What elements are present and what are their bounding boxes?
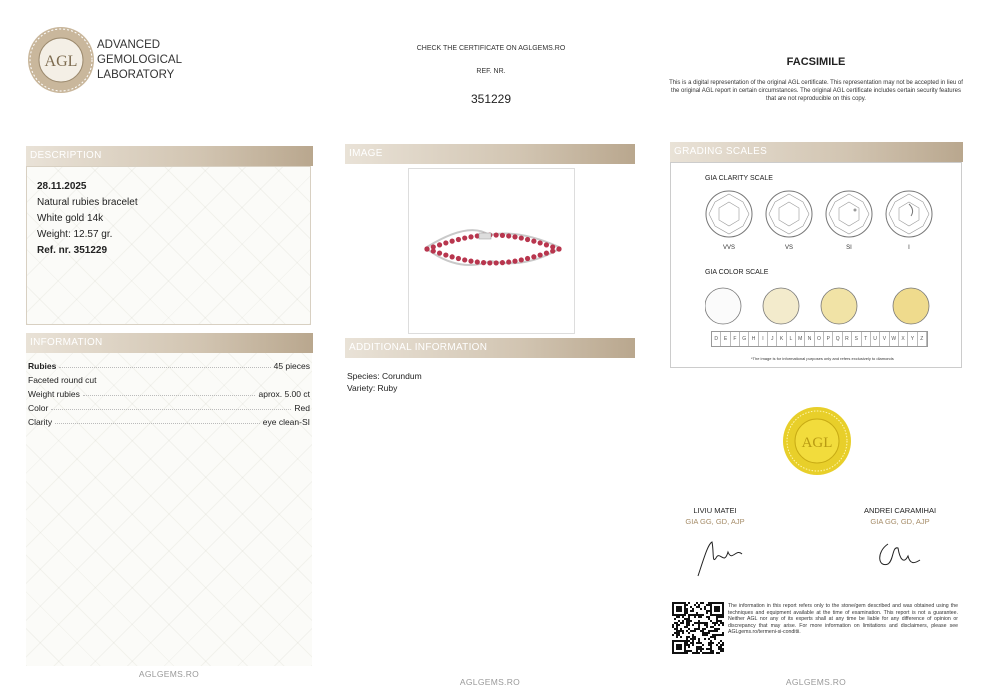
ruby-stone bbox=[506, 233, 511, 238]
ruby-stone bbox=[475, 259, 480, 264]
ruby-stone bbox=[443, 240, 448, 245]
lab-logo bbox=[27, 26, 95, 94]
gold-seal bbox=[782, 406, 852, 476]
color-tick-bar bbox=[711, 331, 928, 347]
info-value: eye clean-SI bbox=[262, 417, 310, 427]
description-ref: Ref. nr. 351229 bbox=[37, 245, 108, 256]
additional-header: ADDITIONAL INFORMATION bbox=[345, 338, 635, 358]
grading-panel bbox=[670, 162, 962, 368]
ruby-stone bbox=[487, 260, 492, 265]
image-header: IMAGE bbox=[345, 144, 635, 164]
color-grade-tick: V bbox=[880, 332, 889, 346]
qr-code-icon bbox=[672, 602, 724, 654]
additional-variety: Variety: Ruby bbox=[347, 383, 398, 393]
check-certificate-text: CHECK THE CERTIFICATE ON AGLGEMS.RO bbox=[416, 45, 566, 52]
info-value: 45 pieces bbox=[273, 361, 310, 371]
bracelet-icon bbox=[409, 169, 574, 333]
color-diamonds-icon bbox=[705, 286, 930, 326]
footer-site-left: AGLGEMS.RO bbox=[138, 669, 200, 679]
ruby-stone bbox=[437, 251, 442, 256]
description-header: DESCRIPTION bbox=[26, 146, 313, 166]
grading-note: *The image is for informational purposes only and refers exclusively to diamonds bbox=[751, 356, 894, 361]
information-panel bbox=[26, 353, 312, 666]
ruby-stone bbox=[462, 235, 467, 240]
signature-icon bbox=[874, 538, 922, 576]
color-grade-tick: K bbox=[777, 332, 786, 346]
info-row-weight bbox=[28, 385, 310, 399]
information-header: INFORMATION bbox=[26, 333, 313, 353]
color-grade-tick: G bbox=[740, 332, 749, 346]
ref-label: REF. NR. bbox=[476, 68, 506, 75]
clarity-label: VS bbox=[784, 245, 793, 251]
description-weight: Weight: 12.57 gr. bbox=[37, 229, 113, 240]
ruby-stone bbox=[450, 239, 455, 244]
color-grade-tick: S bbox=[852, 332, 861, 346]
lab-name-line2: GEMOLOGICAL bbox=[97, 54, 182, 66]
ruby-stone bbox=[544, 242, 549, 247]
info-value: Red bbox=[294, 403, 310, 413]
color-grade-tick: U bbox=[871, 332, 880, 346]
color-grade-tick: D bbox=[712, 332, 721, 346]
signature-1-name: LIVIU MATEI bbox=[693, 506, 737, 515]
color-grade-tick: X bbox=[899, 332, 908, 346]
ruby-stone bbox=[450, 254, 455, 259]
facsimile-note: This is a digital representation of the original AGL certificate. This representation may not be accepted in lieu of the original AGL report in certain circumstances. The original AGL certificate includes certain security features that are not reproducible on this copy. bbox=[669, 80, 963, 102]
qr-code[interactable] bbox=[672, 602, 724, 654]
signature-2-name: ANDREI CARAMIHAI bbox=[863, 506, 937, 515]
color-grade-tick: O bbox=[815, 332, 824, 346]
ref-number: 351229 bbox=[470, 92, 512, 106]
ruby-stone bbox=[538, 252, 543, 257]
info-label: Rubies bbox=[28, 361, 57, 371]
ruby-stone bbox=[456, 256, 461, 261]
color-grade-tick: T bbox=[862, 332, 871, 346]
description-metal: White gold 14k bbox=[37, 213, 104, 224]
ruby-stone bbox=[525, 256, 530, 261]
ruby-stone bbox=[556, 246, 561, 251]
color-grade-tick: R bbox=[843, 332, 852, 346]
info-value: aprox. 5.00 ct bbox=[258, 389, 310, 399]
clarity-label: SI bbox=[846, 245, 852, 251]
svg-text:AGL: AGL bbox=[44, 53, 78, 70]
ruby-stone bbox=[431, 248, 436, 253]
info-label: Clarity bbox=[28, 417, 53, 427]
clarity-diamond-i bbox=[885, 190, 933, 251]
color-grade-tick: H bbox=[749, 332, 758, 346]
lab-name-line3: LABORATORY bbox=[97, 69, 175, 81]
facsimile-title: FACSIMILE bbox=[786, 56, 846, 68]
ruby-stone bbox=[512, 259, 517, 264]
ruby-stone bbox=[519, 257, 524, 262]
bracelet-image bbox=[408, 168, 575, 334]
color-grade-tick: E bbox=[721, 332, 730, 346]
ruby-stone bbox=[456, 237, 461, 242]
clarity-diamond-vs bbox=[765, 190, 813, 251]
clarity-scale-title: GIA CLARITY SCALE bbox=[705, 175, 773, 182]
signature-1-title: GIA GG, GD, AJP bbox=[685, 517, 745, 526]
ruby-stone bbox=[494, 260, 499, 265]
grading-header: GRADING SCALES bbox=[670, 142, 963, 162]
color-grade-tick: I bbox=[759, 332, 768, 346]
gold-seal-icon bbox=[782, 406, 852, 476]
ruby-stone bbox=[519, 235, 524, 240]
color-grade-tick: N bbox=[805, 332, 814, 346]
color-grade-tick: W bbox=[890, 332, 899, 346]
info-label: Faceted round cut bbox=[28, 375, 97, 385]
color-grade-tick: Y bbox=[908, 332, 917, 346]
ruby-stone bbox=[481, 260, 486, 265]
ruby-stone bbox=[531, 254, 536, 259]
color-grade-tick: Z bbox=[918, 332, 927, 346]
info-row-color bbox=[28, 399, 310, 413]
color-grade-tick: J bbox=[768, 332, 777, 346]
diamond-icon bbox=[705, 190, 753, 238]
lab-name bbox=[97, 38, 182, 83]
ruby-stone bbox=[531, 239, 536, 244]
color-diamonds bbox=[705, 286, 930, 326]
ruby-stone bbox=[424, 246, 429, 251]
info-row-clarity bbox=[28, 413, 310, 427]
clarity-label: VVS bbox=[722, 245, 735, 251]
clarity-diamond-vvs bbox=[705, 190, 753, 251]
footer-site-center: AGLGEMS.RO bbox=[459, 677, 521, 687]
lab-seal-icon bbox=[27, 26, 95, 94]
disclaimer-text: The information in this report refers only to the stone/gem described and was obtained using the techniques and equipment available at the time of examination. This report is not a guarantee. Neither AGL nor any of its experts shall at any time be liable for any difference of opinion or discrepancy that may arise. For more information on limitations and disclaimers, please see AGLgems.ro/termeni-si-conditii. bbox=[728, 603, 958, 636]
ruby-stone bbox=[512, 234, 517, 239]
svg-text:AGL: AGL bbox=[801, 435, 833, 451]
signature-1 bbox=[694, 538, 746, 585]
diamond-icon bbox=[765, 190, 813, 238]
ruby-stone bbox=[468, 259, 473, 264]
ruby-stone bbox=[506, 259, 511, 264]
footer-site-right: AGLGEMS.RO bbox=[785, 677, 847, 687]
signature-2 bbox=[874, 538, 922, 581]
signature-icon bbox=[694, 538, 746, 580]
clarity-diamond-si bbox=[825, 190, 873, 251]
diamond-icon bbox=[825, 190, 873, 238]
ruby-stone bbox=[468, 234, 473, 239]
clarity-diamonds bbox=[705, 190, 933, 251]
lab-name-line1: ADVANCED bbox=[97, 39, 161, 51]
diamond-icon bbox=[885, 190, 933, 238]
ruby-stone bbox=[544, 251, 549, 256]
ruby-stone bbox=[538, 240, 543, 245]
description-date: 28.11.2025 bbox=[37, 181, 87, 192]
ruby-stone bbox=[500, 233, 505, 238]
color-grade-tick: L bbox=[787, 332, 796, 346]
ruby-stone bbox=[550, 248, 555, 253]
ruby-stone bbox=[525, 237, 530, 242]
info-label: Color bbox=[28, 403, 49, 413]
color-scale-title: GIA COLOR SCALE bbox=[705, 269, 769, 276]
info-label: Weight rubies bbox=[28, 389, 80, 399]
color-grade-tick: Q bbox=[833, 332, 842, 346]
description-item: Natural rubies bracelet bbox=[37, 197, 138, 208]
ruby-stone bbox=[437, 242, 442, 247]
info-row-rubies bbox=[28, 357, 310, 371]
info-row-cut bbox=[28, 371, 310, 385]
signature-2-title: GIA GG, GD, AJP bbox=[870, 517, 930, 526]
color-grade-tick: F bbox=[731, 332, 740, 346]
ruby-stone bbox=[443, 252, 448, 257]
ruby-stone bbox=[494, 232, 499, 237]
additional-species: Species: Corundum bbox=[347, 371, 422, 381]
clarity-label: I bbox=[908, 245, 910, 251]
ruby-stone bbox=[500, 260, 505, 265]
color-grade-tick: M bbox=[796, 332, 805, 346]
ruby-stone bbox=[462, 257, 467, 262]
color-grade-tick: P bbox=[824, 332, 833, 346]
description-panel bbox=[26, 166, 311, 325]
